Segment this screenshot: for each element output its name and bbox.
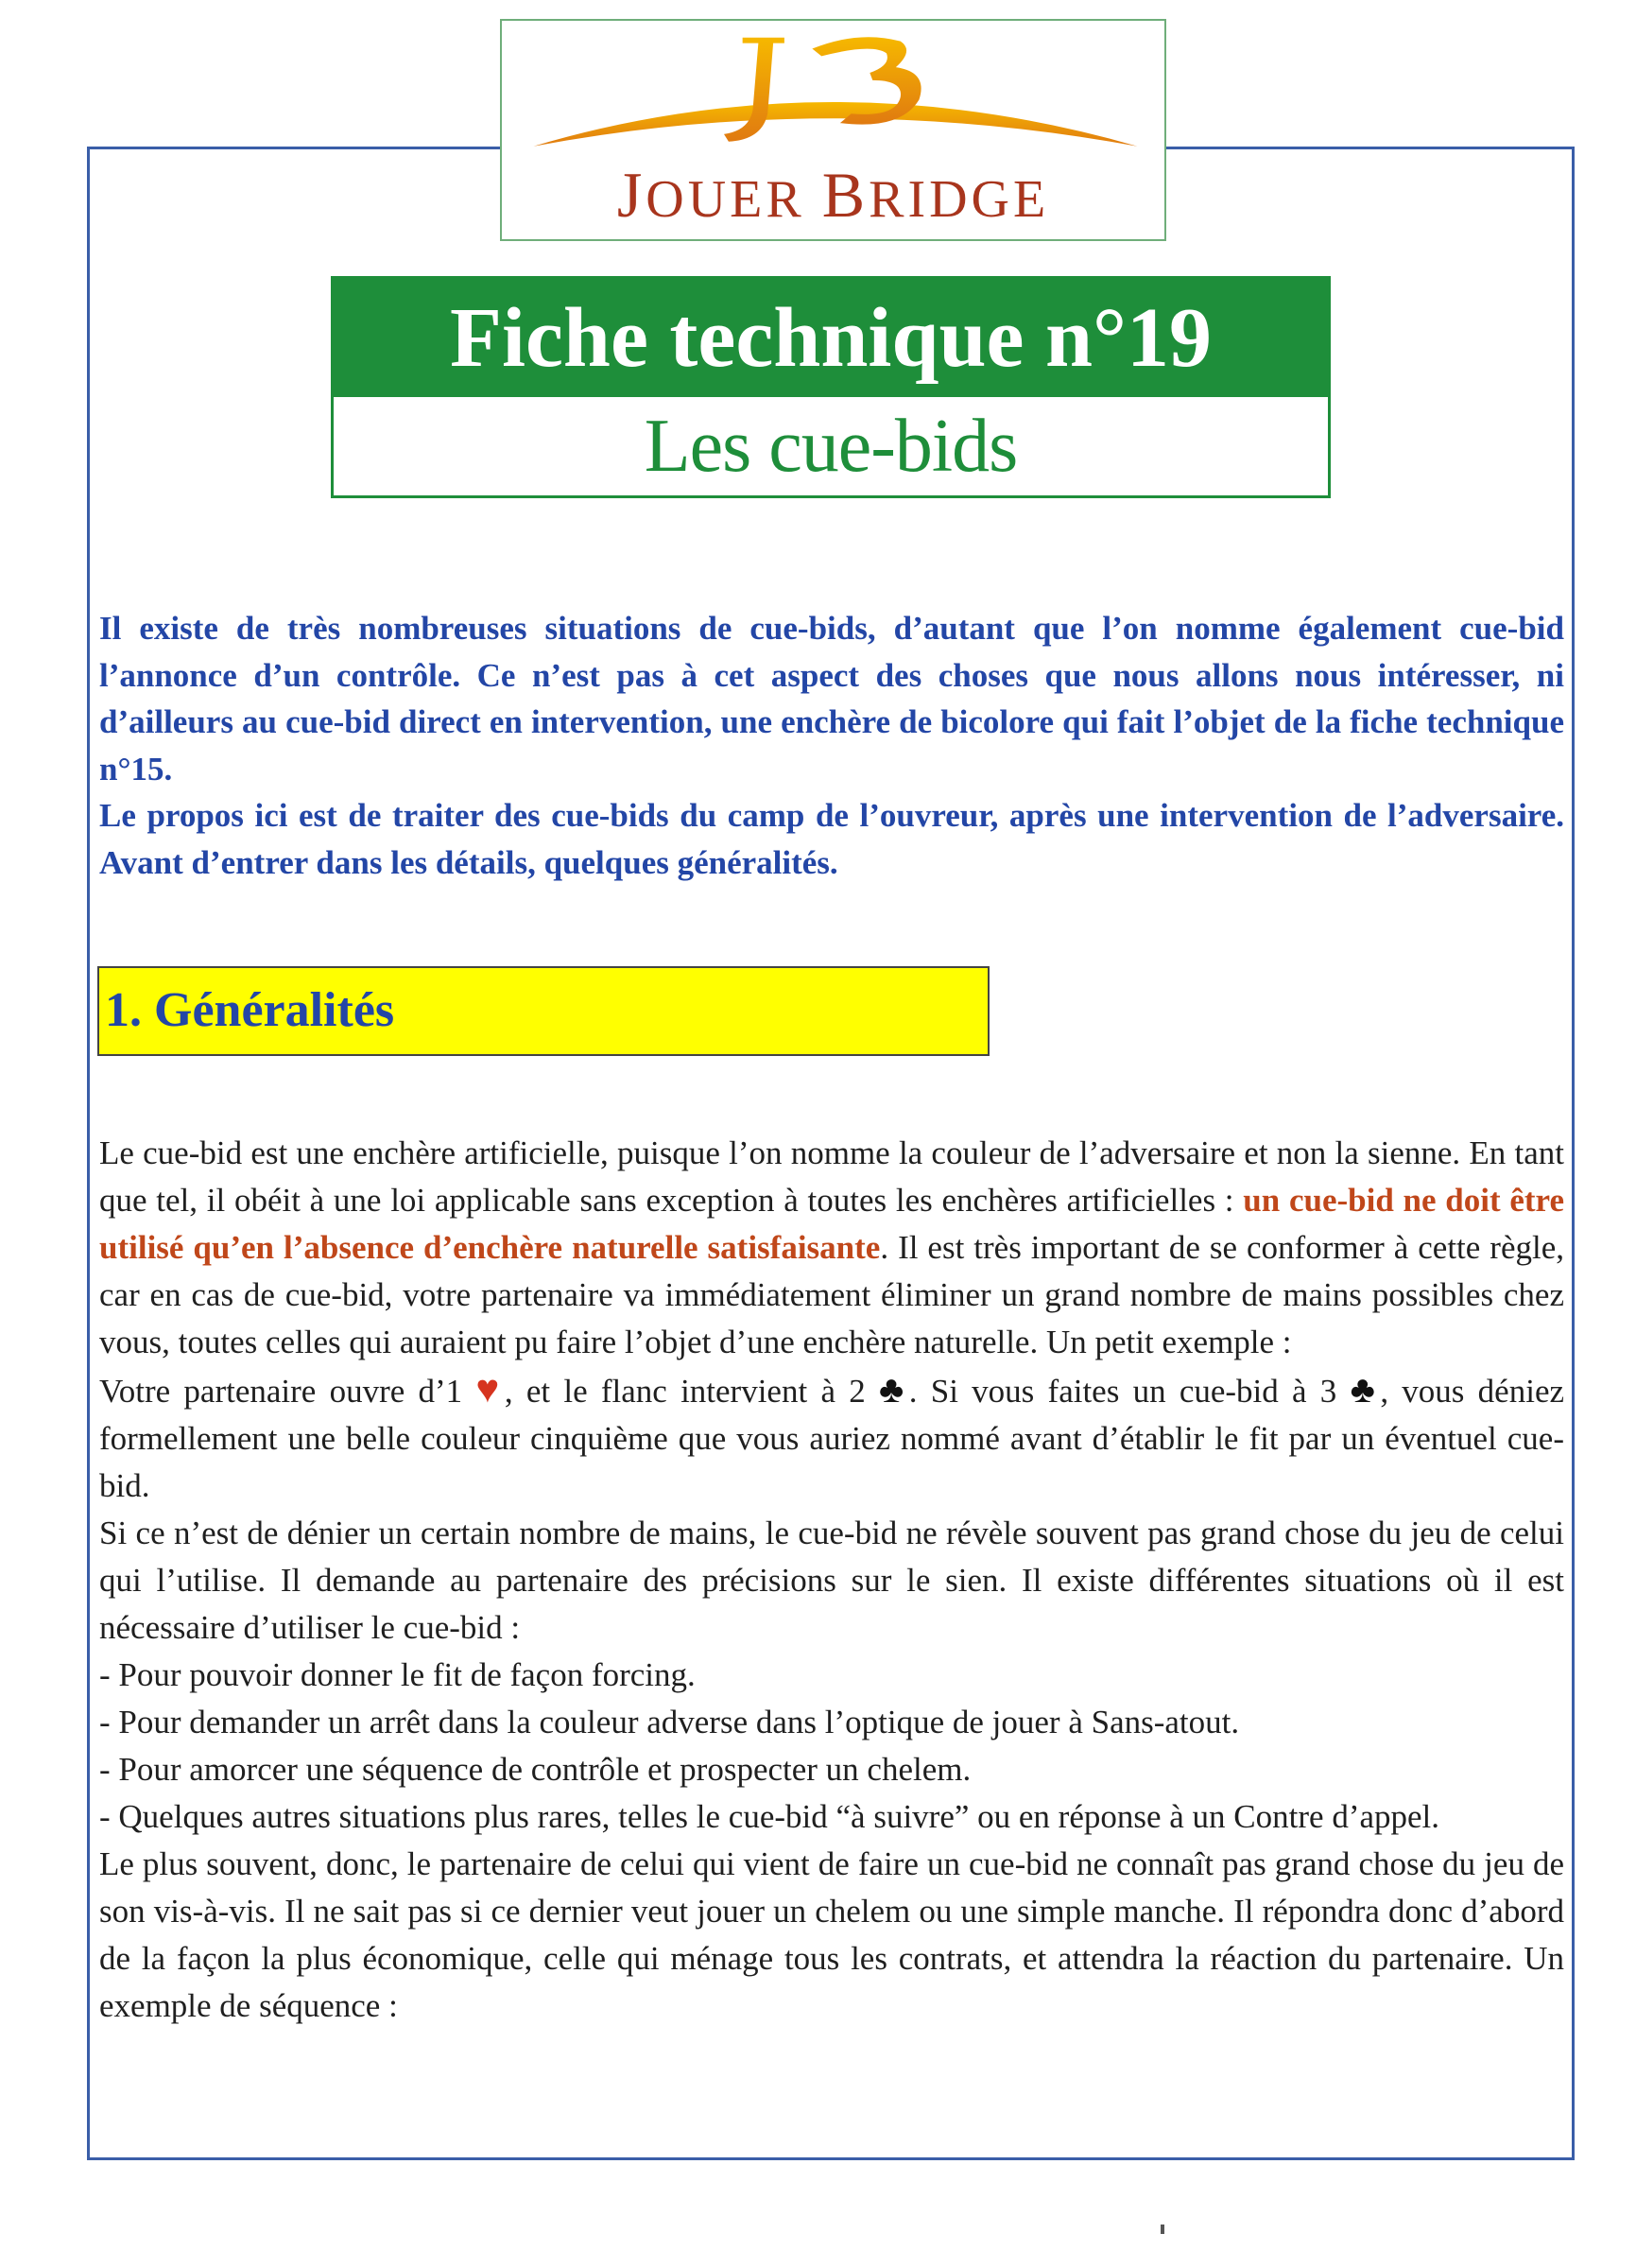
intro-paragraph: Le propos ici est de traiter des cue-bids du camp de l’ouvreur, après une intervention de l’adversaire. Avant d’entrer dans les détails, quelques généralités. (99, 797, 1564, 881)
highlighted-rule: un cue-bid ne doit être utilisé qu’en l’absence d’enchère naturelle satisfaisante (99, 1182, 1564, 1266)
list-item: - Quelques autres situations plus rares, telles le cue-bid “à suivre” ou en réponse à un Contre d’appel. (99, 1798, 1440, 1835)
section-heading: 1. Généralités (97, 966, 990, 1056)
paragraph-situations: Si ce n’est de dénier un certain nombre de mains, le cue-bid ne révèle souvent pas grand chose du jeu de celui qui l’utilise. Il demande au partenaire des précisions sur le sien. Il existe différentes situations où il est nécessaire d’utiliser le cue-bid : (99, 1515, 1564, 1646)
intro-paragraph: Il existe de très nombreuses situations de cue-bids, d’autant que l’on nomme également cue-bid l’annonce d’un contrôle. Ce n’est pas à cet aspect des choses que nous allons nous intéresser, ni d’ailleurs au cue-bid direct en intervention, une enchère de bicolore qui fait l’objet de la fiche technique n°15. (99, 610, 1564, 788)
list-item: - Pour amorcer une séquence de contrôle et prospecter un chelem. (99, 1751, 972, 1788)
logo-wordmark: JOUER BRIDGE (616, 159, 1050, 231)
club-icon: ♣ (878, 1368, 909, 1411)
paragraph-sequence: Le plus souvent, donc, le partenaire de celui qui vient de faire un cue-bid ne connaît pas grand chose du jeu de son vis-à-vis. Il ne sait pas si ce dernier veut jouer un chelem ou une simple manche. Il répondra donc d’abord de la façon la plus économique, celle qui ménage tous les contrats, et attendra la réaction du partenaire. Un exemple de séquence : (99, 1845, 1564, 2024)
intro-block (99, 605, 1564, 886)
heart-icon: ♥ (475, 1368, 505, 1411)
paragraph-example: Votre partenaire ouvre d’1 ♥, et le flanc intervient à 2 ♣. Si vous faites un cue-bid à 3 ♣, vous déniez formellement une belle couleur cinquième que vous auriez nommé avant d’établir le fit par un éventuel cue-bid. (99, 1368, 1565, 1504)
logo-monogram: JB (833, 76, 835, 78)
paragraph-rule: Le cue-bid est une enchère artificielle, puisque l’on nomme la couleur de l’adversaire et non la sienne. En tant que tel, il obéit à une loi applicable sans exception à toutes les enchères artificielles : un cue-bid ne doit être utilisé qu’en l’absence d’enchère naturelle satisfaisante. Il est très important de se conformer à cette règle, car en cas de cue-bid, votre partenaire va immédiatement éliminer un grand nombre de mains possibles chez vous, toutes celles qui auraient pu faire l’objet d’une enchère naturelle. Un petit exemple : (99, 1134, 1564, 1360)
logo (500, 19, 1166, 241)
list-item: - Pour pouvoir donner le fit de façon forcing. (99, 1656, 696, 1693)
scan-mark (1161, 2225, 1164, 2234)
page-subtitle: Les cue-bids (644, 405, 1018, 488)
club-icon: ♣ (1350, 1368, 1381, 1411)
list-item: - Pour demander un arrêt dans la couleur adverse dans l’optique de jouer à Sans-atout. (99, 1704, 1240, 1740)
page-title: Fiche technique n°19 (334, 279, 1328, 397)
title-box (331, 276, 1331, 498)
body-text (99, 1130, 1564, 2030)
